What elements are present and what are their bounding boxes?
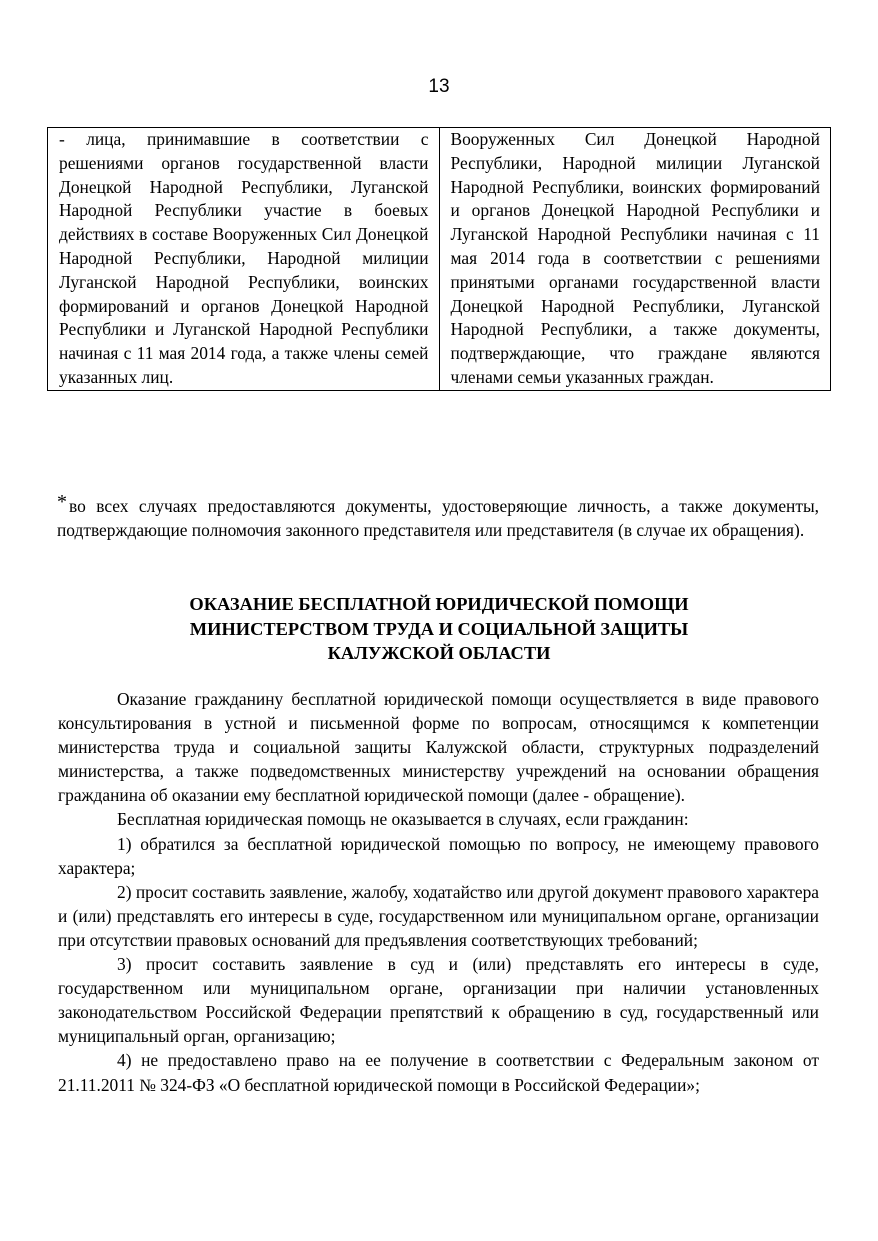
list-item: 4) не предоставлено право на ее получение в соответствии с Федеральным законом от 21.11.2011 № 324-ФЗ «О бесплатной юридической помощи в Российской Федерации»; [58,1050,819,1095]
table-row [48,128,831,391]
heading-line: МИНИСТЕРСТВОМ ТРУДА И СОЦИАЛЬНОЙ ЗАЩИТЫ [189,618,689,639]
section-heading [60,592,818,666]
table-cell-right: Вооруженных Сил Донецкой Народной Республики, Народной милиции Луганской Народной Республики, воинских формирований и органов Донецкой Народной Республики и Луганской Народной Республики начиная с 11 мая 2014 года в соответствии с решениями принятыми органами государственной власти Донецкой Народной Республики, Луганской Народной Республики, а также документы, подтверждающие, что граждане являются членами семьи указанных граждан. [439,128,831,391]
footnote [57,490,819,542]
list-item: 3) просит составить заявление в суд и (или) представлять его интересы в суде, государственном или муниципальном органе, организации при наличии установленных законодательством Российской Федерации препятствий к обращению в суд, государственный или муниципальный орган, организацию; [58,954,819,1047]
table-cell-left: - лица, принимавшие в соответствии с решениями органов государственной власти Донецкой Народной Республики, Луганской Народной Республики участие в боевых действиях в составе Вооруженных Сил Донецкой Народной Республики, Народной милиции Луганской Народной Республики, воинских формирований и органов Донецкой Народной Республики и Луганской Народной Республики начиная с 11 мая 2014 года, а также члены семей указанных лиц. [48,128,440,391]
body-text [58,687,819,1097]
paragraph: Бесплатная юридическая помощь не оказывается в случаях, если гражданин: [117,809,689,830]
footnote-text: во всех случаях предоставляются документы, удостоверяющие личность, а также документы, подтверждающие полномочия законного представителя или представителя (в случае их обращения). [57,496,819,540]
list-item: 2) просит составить заявление, жалобу, ходатайство или другой документ правового характера и (или) представлять его интересы в суде, государственном или муниципальном органе, организации при отсутствии правовых оснований для предъявления соответствующих требований; [58,881,819,950]
list-item: 1) обратился за бесплатной юридической помощью по вопросу, не имеющему правового характера; [58,833,819,878]
paragraph: Оказание гражданину бесплатной юридической помощи осуществляется в виде правового консультирования в устной и письменной форме по вопросам, относящимся к компетенции министерства труда и социальной защиты Калужской области, структурных подразделений министерства, а также подведомственных министерству учреждений на основании обращения гражданина об оказании ему бесплатной юридической помощи (далее - обращение). [58,689,819,806]
document-table [47,127,831,391]
page-number: 13 [428,76,450,97]
heading-line: ОКАЗАНИЕ БЕСПЛАТНОЙ ЮРИДИЧЕСКОЙ ПОМОЩИ [189,594,689,614]
footnote-mark: * [57,491,67,513]
heading-line: КАЛУЖСКОЙ ОБЛАСТИ [327,643,551,663]
